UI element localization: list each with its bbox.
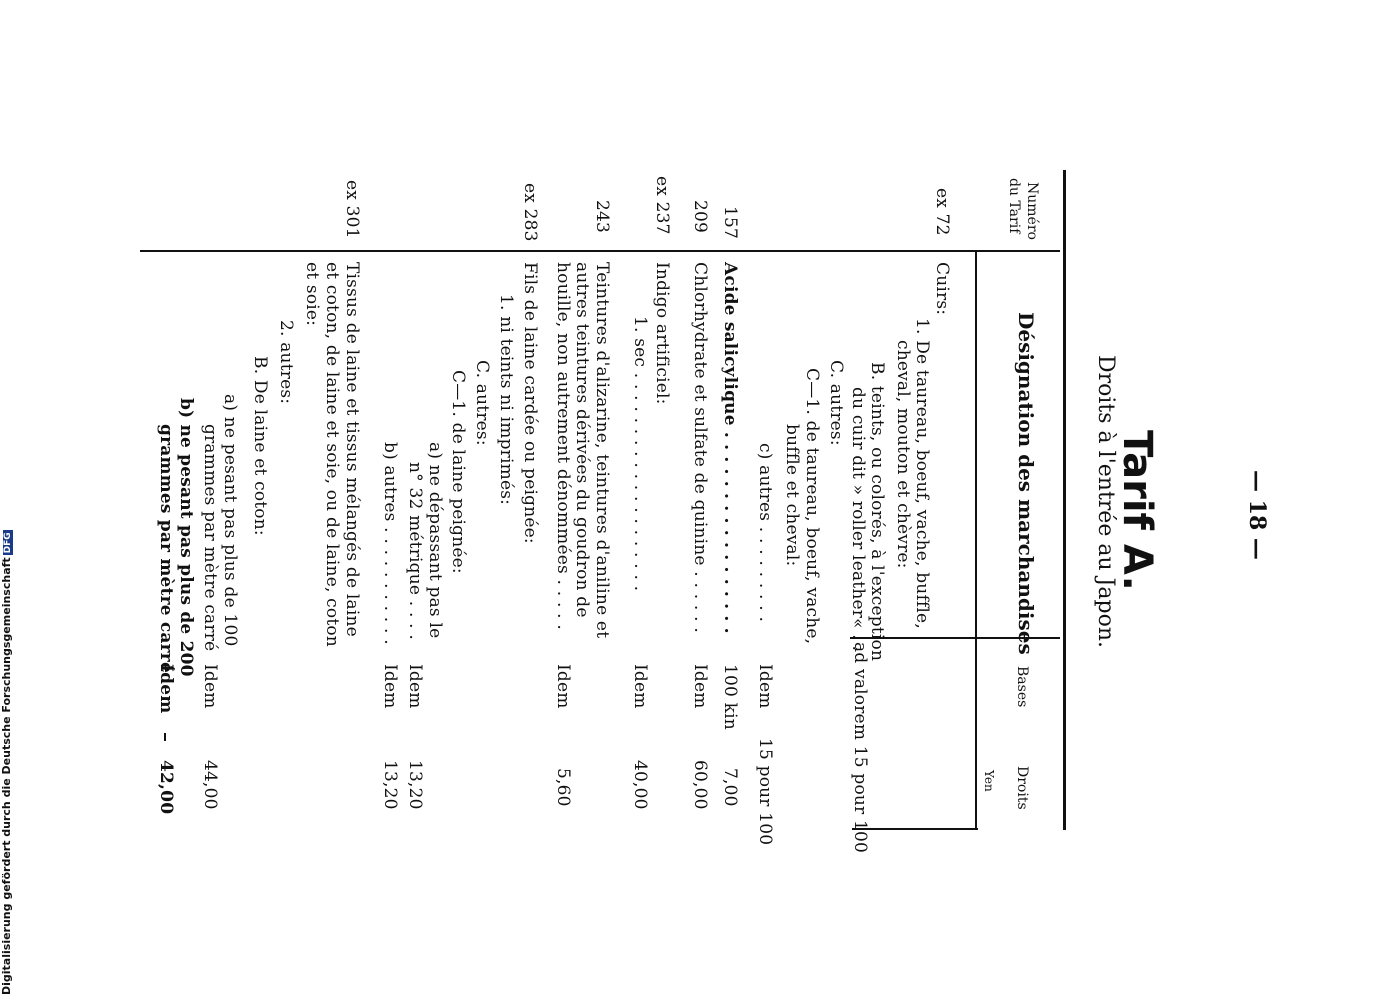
designation-line: C—1. de laine peignée: [448,370,468,574]
bases-value: Idem [630,664,650,709]
tariff-number: ex 301 [342,180,362,239]
credit-text: Digitalisierung gefördert durch die Deutsche Forschungsgemeinschaft [0,557,13,995]
designation-line: Indigo artificiel: [652,262,672,405]
designation-line: buffle et cheval: [782,424,802,567]
designation-line: b) ne pesant pas plus de 200 [176,398,196,677]
leader-dash [164,733,166,741]
designation-line: C. autres: [826,360,846,446]
designation-line: et coton, de laine et soie, ou de laine, coton [322,262,342,647]
designation-line: a) ne pesant pas plus de 100 [220,394,240,647]
bases-value: Idem [156,664,176,714]
designation-line: Fils de laine cardée ou peignée: [520,262,540,544]
droits-value: 42,00 [156,760,176,815]
tariff-number: ex 237 [652,176,672,235]
digitization-credit [0,530,13,995]
tariff-number: ex 283 [520,183,540,242]
bases-value: Idem [380,664,400,709]
designation-line: Cuirs: [932,262,952,316]
table-top-rule [1063,170,1066,830]
droits-value: 5,60 [553,768,573,807]
designation-line: cheval, mouton et chèvre: [893,340,913,569]
droits-value: 40,00 [630,760,650,810]
bases-value: ad valorem 15 pour 100 [850,642,870,854]
tariff-number: 243 [592,200,612,234]
bases-value: Idem [690,664,710,709]
tariff-number: ex 72 [932,188,952,236]
bases-value: Idem [405,664,425,709]
droits-value: 60,00 [690,760,710,810]
header-yen: Yen [982,770,996,792]
droits-value: 15 pour 100 [755,738,775,846]
header-droits: Droits [1014,766,1030,810]
designation-line: C—1. de taureau, boeuf, vache, [802,368,822,645]
header-numero-line1: Numéro [1024,182,1040,240]
designation-line: Teintures d'alizarine, teintures d'aniline et [592,262,612,639]
bases-value: Idem [200,664,220,709]
designation-line: c) autres . . . . . . . . . [755,443,775,623]
designation-line: Chlorhydrate et sulfate de quinine . . . . . . [690,262,710,633]
designation-line: houille, non autrement dénommées . . . . . [553,262,573,630]
header-numero-line2: du Tarif [1006,178,1022,234]
designation-line: B. De laine et coton: [250,356,270,536]
yen-rule [852,828,978,830]
bases-value: 100 kin [720,664,740,730]
droits-value: 44,00 [200,760,220,810]
droits-value: 7,00 [720,768,740,807]
designation-line: grammes par mètre carré [156,424,176,673]
tariff-number: 157 [720,206,740,240]
header-bases: Bases [1014,666,1030,708]
page-number: — 18 — [1244,470,1270,560]
designation-line: autres teintures dérivées du goudron de [572,262,592,618]
designation-line: 1. ni teints ni imprimés: [496,294,516,506]
droits-value: 13,20 [405,760,425,810]
page-subtitle: Droits à l'entrée au Japon. [1093,355,1118,649]
designation-line: C. autres: [472,360,492,446]
designation-line: Acide salicylique . . . . . . . . . . . . . . . . . [720,262,740,634]
designation-line: et soie: [302,262,322,327]
designation-line: grammes par mètre carré [200,424,220,652]
designation-line: 2. autres: [276,320,296,405]
header-rule-left [140,250,1060,252]
designation-line: n° 32 métrique . . . . [405,462,425,640]
droits-value: 13,20 [380,760,400,810]
header-designation: Désignation des marchandises [1014,312,1038,655]
dfg-logo: DFG [3,532,13,554]
bases-value: Idem [755,664,775,709]
designation-line: Tissus de laine et tissus mélangés de laine [342,262,362,637]
bases-value: Idem [553,664,573,709]
designation-line: b) autres . . . . . . . . . . . [380,442,400,645]
designation-line: du cuir dit » roller leather« . . [848,387,868,652]
designation-line: B. teints, ou colorés, à l'exception [867,362,887,662]
column-divider-1 [975,250,977,830]
tariff-number: 209 [690,200,710,234]
page-title: Tarif A. [1114,430,1160,591]
designation-line: 1. De taureau, boeuf, vache, buffle, [912,318,932,629]
designation-line: a) ne dépassant pas le [425,442,445,639]
designation-line: 1. sec . . . . . . . . . . . . . . . . . . . . [630,316,650,592]
